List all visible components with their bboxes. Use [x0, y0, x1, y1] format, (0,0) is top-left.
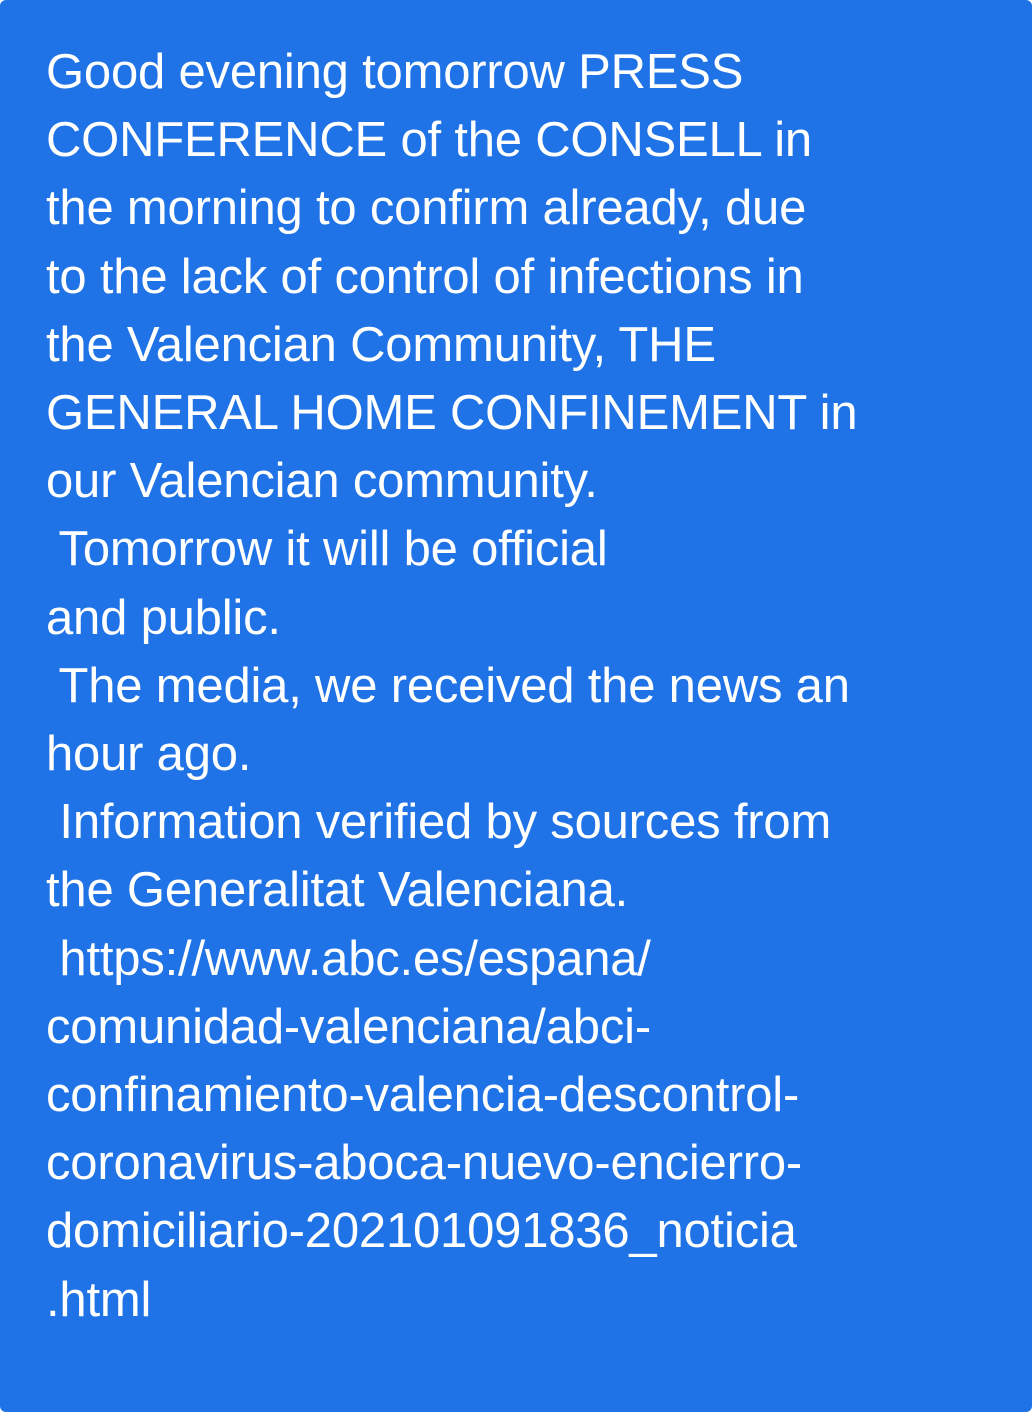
message-line: hour ago.	[46, 727, 252, 782]
link-text-line[interactable]: .html	[46, 1272, 152, 1327]
message-line: Good evening tomorrow PRESS	[46, 45, 744, 99]
link-text-line[interactable]: confinamiento-valencia-descontrol-	[46, 1068, 800, 1123]
link-text-line[interactable]: comunidad-valenciana/abci-	[46, 999, 651, 1054]
link-text-line[interactable]: coronavirus-aboca-nuevo-encierro-	[46, 1136, 802, 1191]
link-text-line[interactable]: https://www.abc.es/espana/	[46, 931, 651, 986]
message-line: Tomorrow it will be official	[46, 522, 608, 577]
message-line: CONFERENCE of the CONSELL in	[46, 113, 812, 168]
message-line: to the lack of control of infections in	[46, 249, 804, 304]
message-line: GENERAL HOME CONFINEMENT in	[46, 386, 858, 441]
message-line: the morning to confirm already, due	[46, 181, 807, 236]
message-line: Information verified by sources from	[46, 795, 832, 850]
message-line: and public.	[46, 590, 281, 645]
message-line: the Valencian Community, THE	[46, 317, 716, 372]
bottom-divider	[0, 1412, 1032, 1420]
message-line: the Generalitat Valenciana.	[46, 863, 629, 918]
message-text	[46, 38, 1016, 1334]
message-line: The media, we received the news an	[46, 658, 850, 713]
link-text-line[interactable]: domiciliario-202101091836_noticia	[46, 1204, 797, 1259]
message-line: our Valencian community.	[46, 454, 598, 509]
